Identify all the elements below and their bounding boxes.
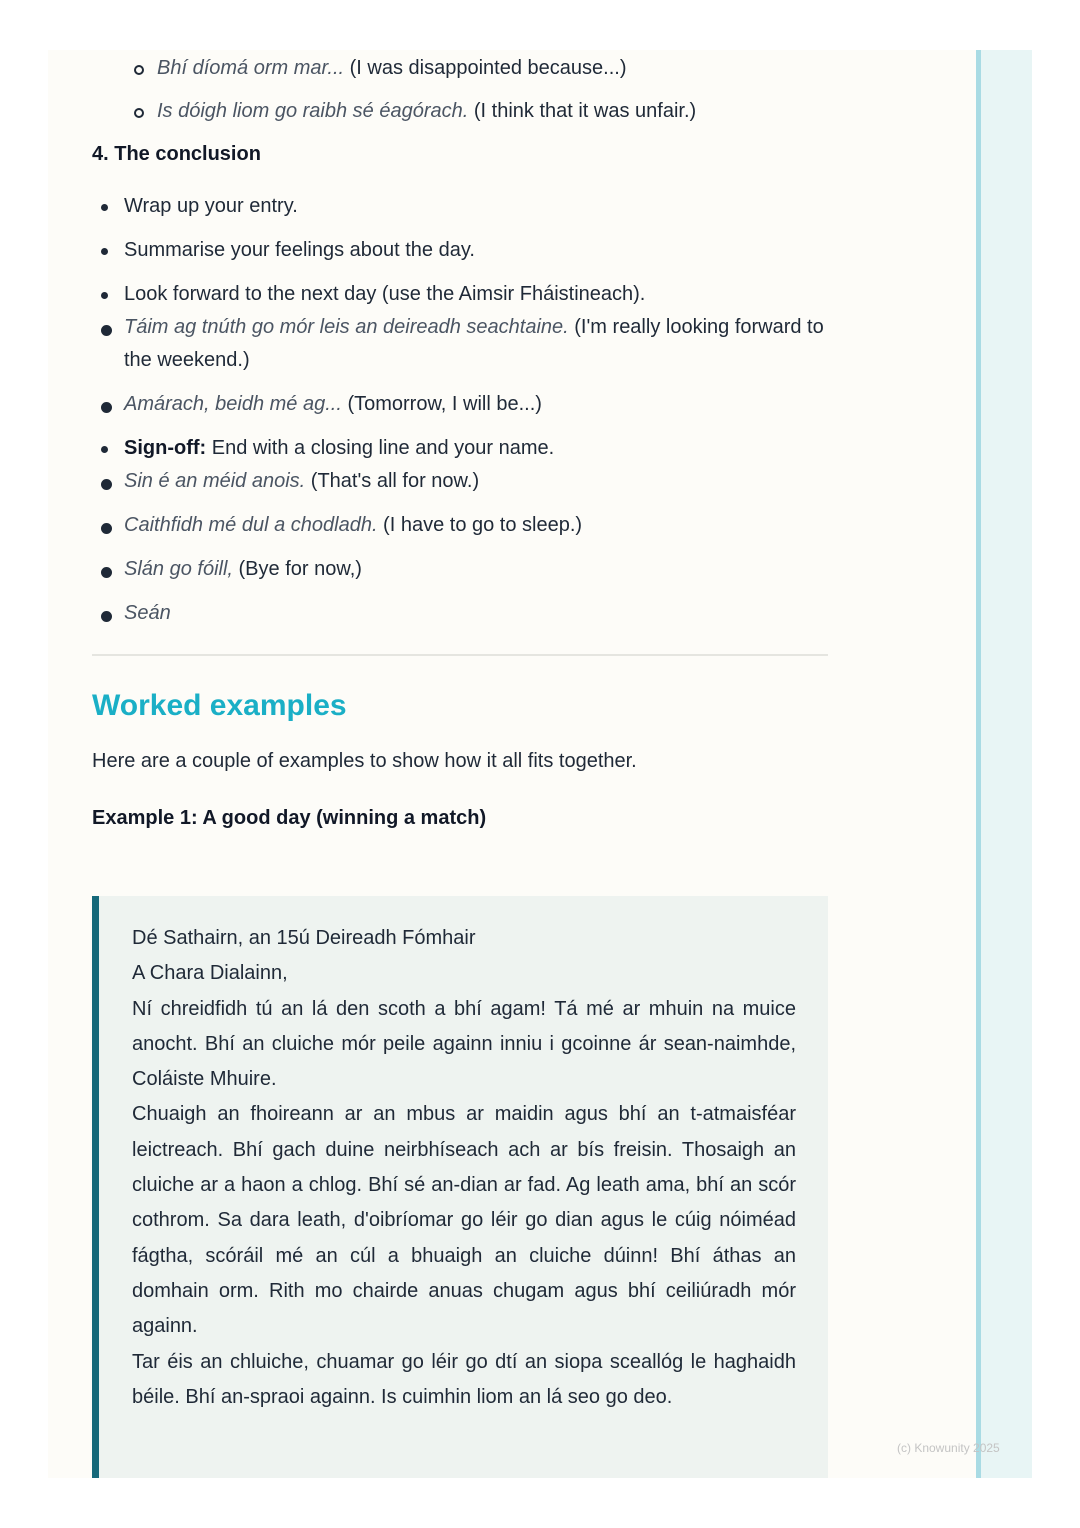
letter-date: Dé Sathairn, an 15ú Deireadh Fómhair bbox=[132, 927, 476, 949]
sub-list-item: Seán bbox=[92, 597, 828, 630]
copyright-watermark: (c) Knowunity 2025 bbox=[897, 1441, 1000, 1455]
conclusion-heading: 4. The conclusion bbox=[92, 143, 261, 165]
sub-list-item: Caithfidh mé dul a chodladh. (I have to go to sleep.) bbox=[92, 509, 828, 542]
side-panel bbox=[976, 50, 1032, 1478]
letter-paragraph: Tar éis an chluiche, chuamar go léir go dtí an siopa sceallóg le haghaidh béile. Bhí an-spraoi againn. Is cuimhin liom an lá seo go deo. bbox=[132, 1350, 796, 1408]
bullet-item: Wrap up your entry. bbox=[92, 190, 828, 223]
sub-list-item: Amárach, beidh mé ag... (Tomorrow, I will be...) bbox=[92, 388, 828, 421]
bullet-item: Sign-off: End with a closing line and your name. Sin é an méid anois. (That's all for now.) Caithfidh mé dul a chodladh. (I have to go to sleep.) Slán go fóill, (Bye for now,) Seán bbox=[92, 432, 828, 630]
future-examples-list bbox=[124, 311, 828, 421]
letter-paragraph: Chuaigh an fhoireann ar an mbus ar maidin agus bhí an t-atmaisféar leictreach. Bhí gach duine neirbhíseach ach ar bís freisin. Thosaigh an cluiche ar a haon a chlog. Bhí sé an-dian ar fad. Ag leath ama, bhí an scór cothrom. Sa dara leath, d'oibríomar go léir go dian agus le cúig nóiméad fágtha, scóráil mé an cúl a bhuaigh an cluiche dúinn! Bhí áthas an domhain orm. Rith mo chairde anuas chugam agus bhí ceiliúradh mór againn. bbox=[132, 1103, 796, 1338]
conclusion-list bbox=[92, 190, 828, 630]
worked-examples-heading: Worked examples bbox=[92, 689, 347, 722]
signoff-label: Sign-off: bbox=[124, 437, 207, 459]
letter-greeting: A Chara Dialainn, bbox=[132, 962, 288, 985]
sub-list-item: Is dóigh liom go raibh sé éagórach. (I think that it was unfair.) bbox=[92, 95, 828, 128]
section-divider bbox=[92, 654, 828, 656]
letter-paragraph: Ní chreidfidh tú an lá den scoth a bhí agam! Tá mé ar mhuin na muice anocht. Bhí an cluiche mór peile againn inniu i gcoinne ár sean-naimhde, Coláiste Mhuire. bbox=[132, 997, 796, 1091]
document-content bbox=[92, 50, 828, 833]
sub-list-item: Bhí díomá orm mar... (I was disappointed because...) bbox=[92, 52, 828, 85]
bullet-item: Summarise your feelings about the day. bbox=[92, 234, 828, 267]
document-page bbox=[48, 50, 976, 1478]
sub-list-item: Sin é an méid anois. (That's all for now.) bbox=[92, 465, 828, 498]
bullet-item: Look forward to the next day (use the Aimsir Fháistineach). Táim ag tnúth go mór leis an deireadh seachtaine. (I'm really looking forward to the weekend.) Amárach, beidh mé ag... (Tomorrow, I will be...) bbox=[92, 278, 828, 421]
worked-examples-intro: Here are a couple of examples to show how it all fits together. bbox=[92, 750, 637, 772]
top-sub-list bbox=[92, 52, 828, 128]
signoff-examples-list bbox=[124, 465, 828, 630]
example-1-title: Example 1: A good day (winning a match) bbox=[92, 807, 487, 829]
example-letter-box bbox=[92, 896, 828, 1478]
sub-list-item: Slán go fóill, (Bye for now,) bbox=[92, 553, 828, 586]
sub-list-item: Táim ag tnúth go mór leis an deireadh seachtaine. (I'm really looking forward to the weekend.) bbox=[92, 311, 828, 377]
